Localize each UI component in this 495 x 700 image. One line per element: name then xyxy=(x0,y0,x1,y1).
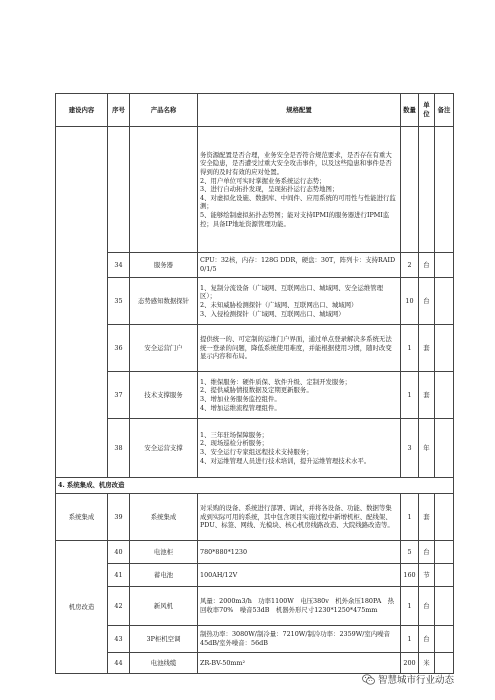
cell-category-empty xyxy=(56,419,108,478)
cell-category-empty xyxy=(56,325,108,372)
cell-product-name: 蓄电池 xyxy=(130,564,198,587)
cell-unit: 年 xyxy=(419,419,435,478)
table-row xyxy=(56,253,454,278)
cell-number: 36 xyxy=(108,325,130,372)
cell-remark xyxy=(435,653,454,674)
cell-product-name: 服务器 xyxy=(130,253,198,278)
cell-quantity: 1 xyxy=(401,372,419,419)
cell-unit: 台 xyxy=(419,541,435,564)
cell-remark-empty xyxy=(435,127,454,253)
cell-remark xyxy=(435,253,454,278)
cell-number: 41 xyxy=(108,564,130,587)
wechat-icon xyxy=(362,674,375,685)
cell-remark xyxy=(435,564,454,587)
table-row xyxy=(56,372,454,419)
cell-quantity: 10 xyxy=(401,278,419,325)
cell-spec: 制热功率：3080W/制冷量：7210W/制冷功率：2359W/室内噪音45dB/室外噪音：56dB xyxy=(198,626,401,653)
cell-category-empty xyxy=(56,278,108,325)
table-row xyxy=(56,587,454,626)
cell-quantity: 200 xyxy=(401,653,419,674)
cell-remark xyxy=(435,626,454,653)
rows-machine-room xyxy=(56,541,454,674)
cell-product-name: 电池柜 xyxy=(130,541,198,564)
rows-security xyxy=(56,253,454,478)
cell-number: 39 xyxy=(108,494,130,541)
cell-quantity: 160 xyxy=(401,564,419,587)
cell-number: 35 xyxy=(108,278,130,325)
cell-spec: 提供统一的、可定制的运维门户界面，通过单点登录解决多系统无法统一登录的问题，降低系统使用难度，并能根据使用习惯，随时改变显示内容和布局。 xyxy=(198,325,401,372)
table-row xyxy=(56,278,454,325)
footer-brand xyxy=(362,672,454,686)
spec-table xyxy=(55,93,454,674)
cell-qty-empty xyxy=(401,127,419,253)
cell-spec: 风量：2000m3/h 功率1100W 电压380v 机外余压180PA 热回收率70% 噪音53dB 机器外形尺寸1230*1250*475mm xyxy=(198,587,401,626)
cell-product-name: 电池线缆 xyxy=(130,653,198,674)
cell-quantity: 1 xyxy=(401,626,419,653)
cell-product-name: 态势感知数据探针 xyxy=(130,278,198,325)
cell-number: 43 xyxy=(108,626,130,653)
cell-number-empty xyxy=(108,127,130,253)
header-number: 序号 xyxy=(108,94,130,127)
cell-quantity: 3 xyxy=(401,419,419,478)
cell-spec: 1、三年驻场保障服务； 2、现场巡检分析服务； 3、安全运行专家组远程技术支持服务； 4、对运维管理人员进行技术培训，提升运维管理技术水平。 xyxy=(198,419,401,478)
table-row xyxy=(56,564,454,587)
cell-name-empty xyxy=(130,127,198,253)
table-row xyxy=(56,325,454,372)
header-spec: 规格配置 xyxy=(198,94,401,127)
cell-spec: 100AH/12V xyxy=(198,564,401,587)
cell-quantity: 1 xyxy=(401,325,419,372)
cell-number: 34 xyxy=(108,253,130,278)
cell-unit: 套 xyxy=(419,494,435,541)
cell-unit: 套 xyxy=(419,325,435,372)
cell-unit: 台 xyxy=(419,626,435,653)
section-row xyxy=(56,478,454,494)
header-quantity: 数量 xyxy=(401,94,419,127)
cell-remark xyxy=(435,494,454,541)
cell-product-name: 安全运营门户 xyxy=(130,325,198,372)
cell-spec: 780*880*1230 xyxy=(198,541,401,564)
cell-product-name: 3P柜机空调 xyxy=(130,626,198,653)
cell-number: 42 xyxy=(108,587,130,626)
cell-spec: 务资源配置是否合理，业务安全是否符合规范要求，是否存在有重大安全隐患，是否遭受过重大安全攻击事件，以及这些隐患和事件是否得到的及时有效的应对处置。 2、用户单位可实时掌握业务系统运行态势； 3、进行自动拓扑发现，呈现拓扑运行态势地图； 4、对虚拟化设施、数据库、中间件、应用系统的可用性与性能进行监测； 5、能够绘制虚拟拓扑态势图；能对支持IPMI的服务器进行IPMI监控；具备IP地址资源管理功能。 xyxy=(198,127,401,253)
cell-number: 37 xyxy=(108,372,130,419)
cell-category-empty xyxy=(56,253,108,278)
cell-spec: ZR-BV-50mm² xyxy=(198,653,401,674)
cell-unit: 台 xyxy=(419,587,435,626)
table-row xyxy=(56,541,454,564)
cell-category: 机房改造 xyxy=(56,541,108,674)
section-title: 4. 系统集成、机房改造 xyxy=(56,478,454,494)
header-category: 建设内容 xyxy=(56,94,108,127)
cell-number: 38 xyxy=(108,419,130,478)
footer-brand-name: 智慧城市行业动态 xyxy=(378,675,455,686)
cell-unit-empty xyxy=(419,127,435,253)
cell-spec: 1、复制分流设备（广域网、互联网出口、城域网、安全运维管理区）； 2、未知威胁检测探针（广域网、互联网出口、城域网） 3、入侵检测探针（广域网、互联网出口、城域网） xyxy=(198,278,401,325)
spec-table-page xyxy=(55,93,454,674)
cell-quantity: 1 xyxy=(401,494,419,541)
cell-remark xyxy=(435,325,454,372)
cell-product-name: 安全运营支撑 xyxy=(130,419,198,478)
cell-quantity: 5 xyxy=(401,541,419,564)
table-row xyxy=(56,419,454,478)
cell-category: 系统集成 xyxy=(56,494,108,541)
cell-category-empty xyxy=(56,372,108,419)
cell-unit: 套 xyxy=(419,372,435,419)
table-row xyxy=(56,494,454,541)
cell-remark xyxy=(435,587,454,626)
cell-remark xyxy=(435,278,454,325)
cell-remark xyxy=(435,372,454,419)
header-remark: 备注 xyxy=(435,94,454,127)
cell-remark xyxy=(435,541,454,564)
table-row xyxy=(56,626,454,653)
header-product-name: 产品名称 xyxy=(130,94,198,127)
cell-remark xyxy=(435,419,454,478)
cell-spec: CPU：32核，内存：128G DDR，硬盘：30T，阵列卡：支持RAID 0/1/5 xyxy=(198,253,401,278)
cell-quantity: 2 xyxy=(401,253,419,278)
table-row-continuation xyxy=(56,127,454,253)
cell-unit: 节 xyxy=(419,564,435,587)
table-row xyxy=(56,653,454,674)
cell-product-name: 技术支撑服务 xyxy=(130,372,198,419)
header-row xyxy=(56,94,454,127)
cell-category-empty xyxy=(56,127,108,253)
cell-product-name: 系统集成 xyxy=(130,494,198,541)
cell-number: 40 xyxy=(108,541,130,564)
header-unit: 单位 xyxy=(419,94,435,127)
cell-number: 44 xyxy=(108,653,130,674)
cell-spec: 1、维保服务：硬件质保、软件升级、定制开发服务； 2、提供威胁情报数据及定期更新服务。 3、增加业务服务监控组件。 4、增加运维流程管理组件。 xyxy=(198,372,401,419)
cell-quantity: 1 xyxy=(401,587,419,626)
cell-unit: 米 xyxy=(419,653,435,674)
cell-unit: 台 xyxy=(419,278,435,325)
cell-spec: 对采购的设备、系统进行部署、调试，并将各设备、功能、数据等集成到实际可用的系统，其中包含项目实施过程中新增机柜、配线架、PDU、标签、网线、光模块、核心机房线路改造、大院线路改造等。 xyxy=(198,494,401,541)
cell-unit: 台 xyxy=(419,253,435,278)
cell-product-name: 新风机 xyxy=(130,587,198,626)
